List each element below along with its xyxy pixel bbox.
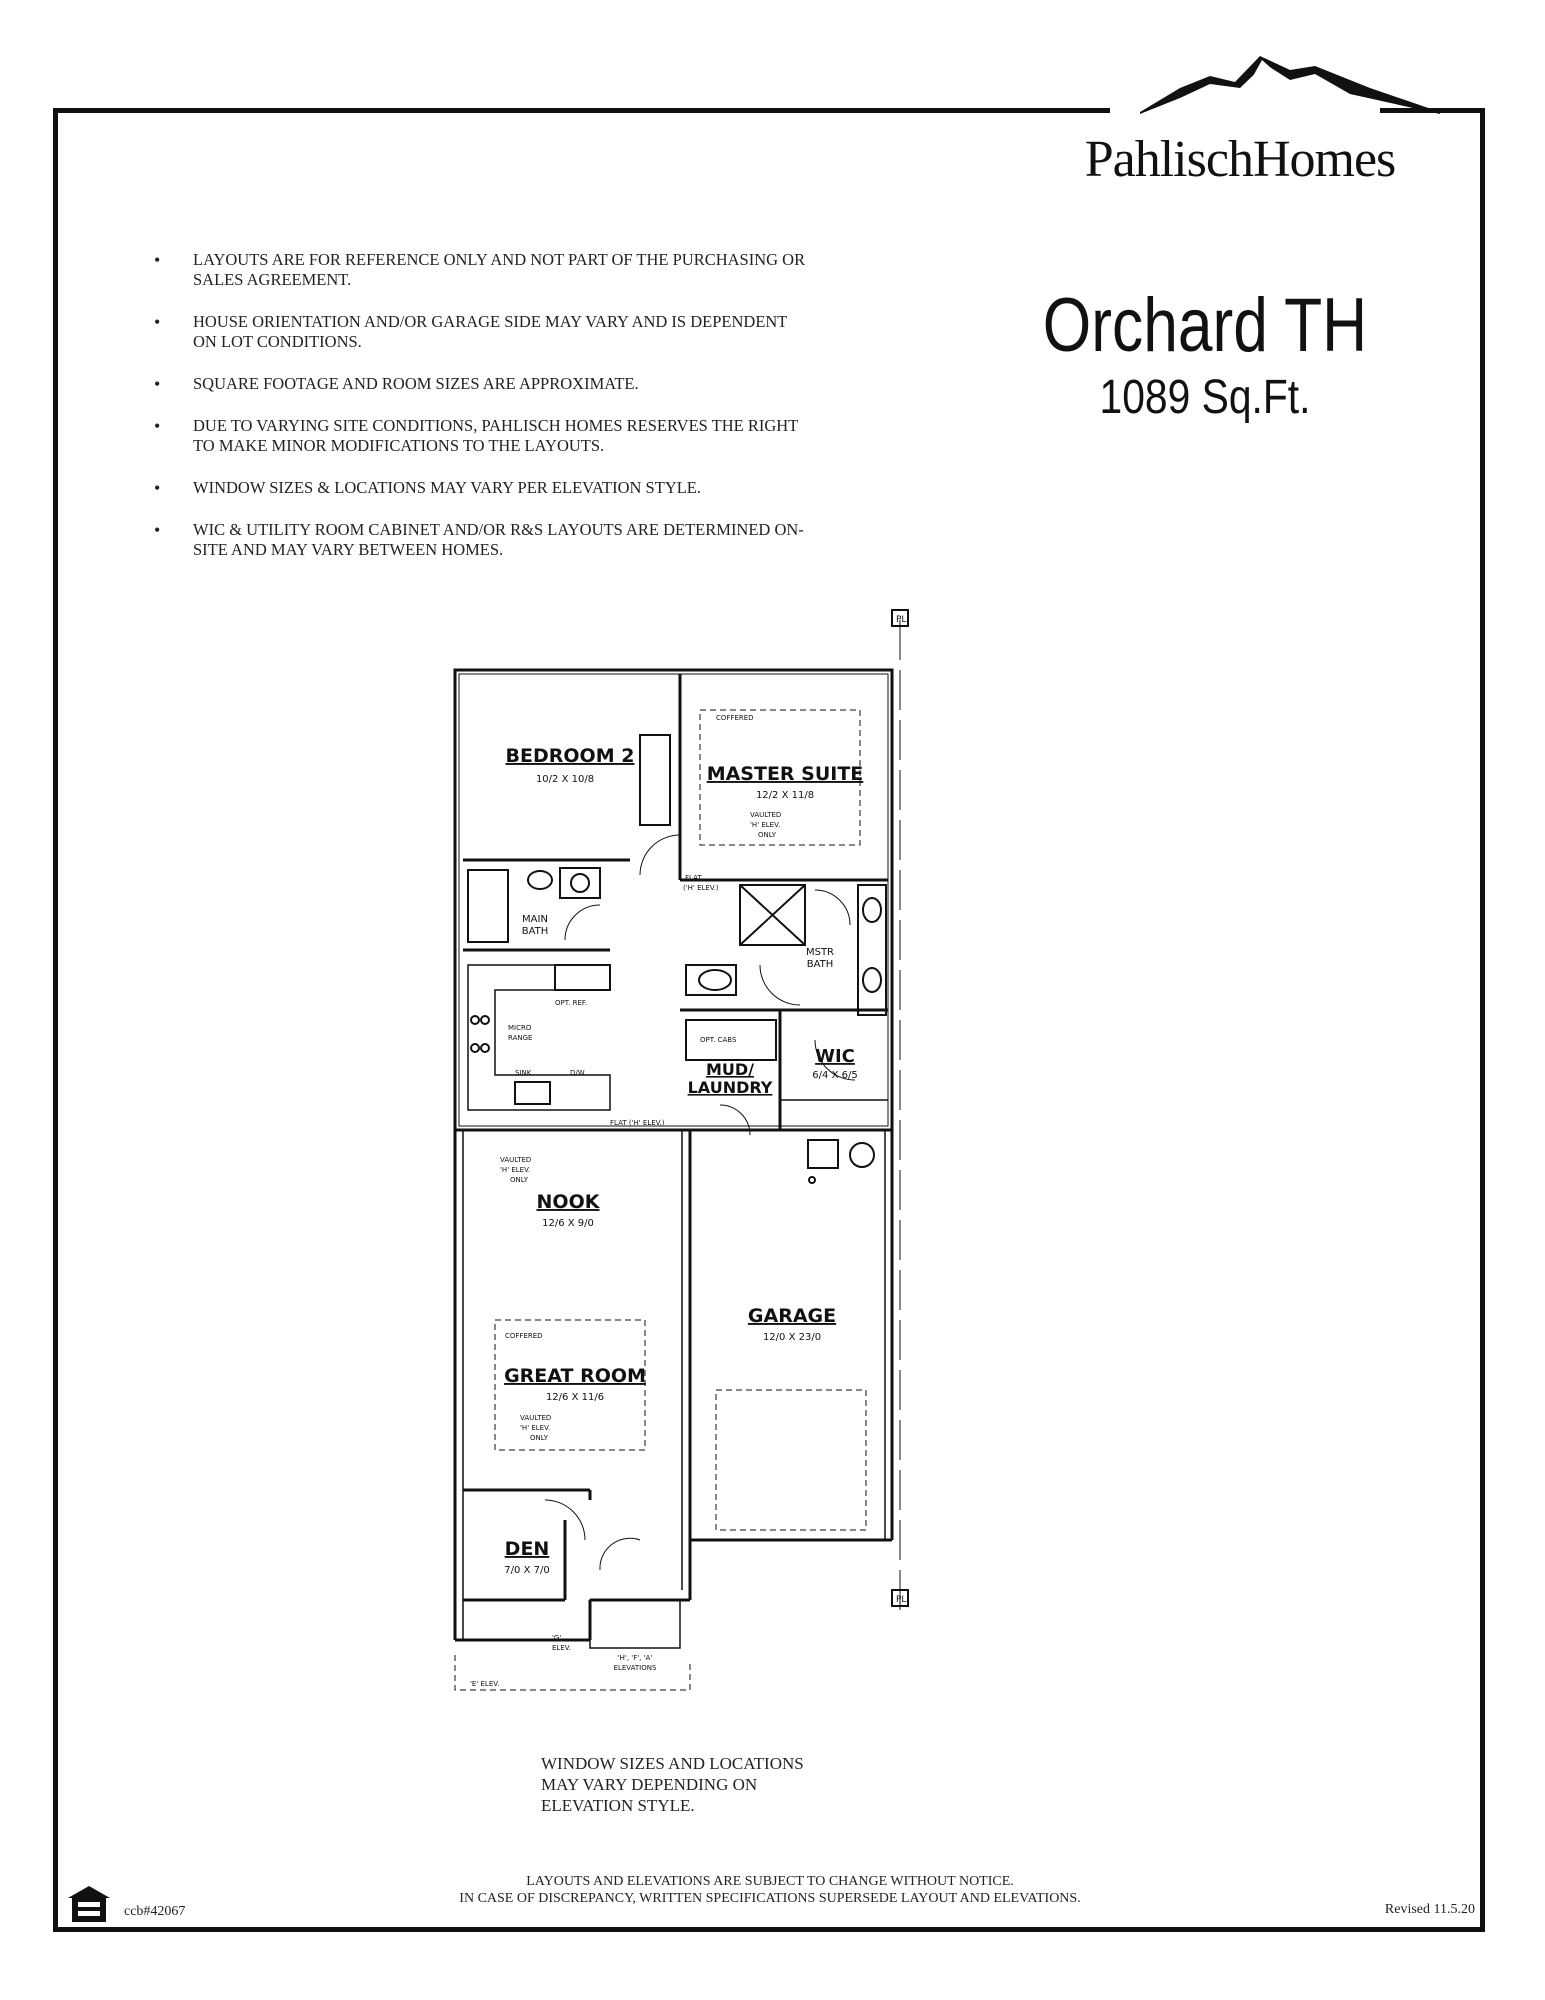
flat-ceiling-note: ('H' ELEV.) [683, 884, 719, 892]
range-label: MICRO [508, 1024, 532, 1032]
footer-disclaimer [340, 1873, 1200, 1907]
note-item: • SQUARE FOOTAGE AND ROOM SIZES ARE APPROXIMATE. [148, 374, 813, 394]
elevation-note: 'G' [552, 1634, 562, 1642]
main-bath-label: MAIN [522, 914, 548, 925]
opt-cabs-label: OPT. CABS [700, 1036, 737, 1044]
ccb-number: ccb#42067 [124, 1904, 186, 1919]
floor-plan [440, 600, 920, 1700]
great-room-coffered-note: COFFERED [505, 1332, 543, 1340]
master-suite-label: MASTER SUITE [706, 763, 864, 785]
mud-laundry-label: MUD/ [705, 1060, 755, 1079]
note-item: • WINDOW SIZES & LOCATIONS MAY VARY PER ELEVATION STYLE. [148, 478, 813, 498]
master-suite-size: 12/2 X 11/8 [755, 790, 815, 801]
great-room-size: 12/6 X 11/6 [545, 1392, 605, 1403]
nook-size: 12/6 X 9/0 [542, 1218, 594, 1229]
dishwasher-label: D/W [570, 1069, 585, 1077]
note-item: • LAYOUTS ARE FOR REFERENCE ONLY AND NOT PART OF THE PURCHASING OR SALES AGREEMENT. [148, 250, 813, 290]
window-note-line: WINDOW SIZES AND LOCATIONS [541, 1754, 804, 1773]
great-room-label: GREAT ROOM [504, 1365, 646, 1387]
window-note-line: MAY VARY DEPENDING ON [541, 1775, 758, 1794]
nook-vaulted-note: ONLY [510, 1176, 528, 1184]
great-room-vaulted-note: 'H' ELEV. [520, 1424, 551, 1432]
garage-label: GARAGE [747, 1305, 837, 1327]
note-item: • WIC & UTILITY ROOM CABINET AND/OR R&S LAYOUTS ARE DETERMINED ON-SITE AND MAY VARY BETWEEN HOMES. [148, 520, 813, 560]
brand-logo: PahlischHomes [1084, 131, 1396, 188]
equal-housing-icon [66, 1884, 112, 1924]
plan-title: Orchard TH [1042, 283, 1368, 368]
flat-ceiling-note: FLAT ('H' ELEV.) [610, 1119, 665, 1127]
property-line-marker: PL [896, 615, 907, 625]
elevation-note: ELEV. [552, 1644, 571, 1652]
mud-laundry-label: LAUNDRY [687, 1078, 773, 1097]
footer-line: IN CASE OF DISCREPANCY, WRITTEN SPECIFICATIONS SUPERSEDE LAYOUT AND ELEVATIONS. [459, 1891, 1081, 1906]
nook-label: NOOK [536, 1191, 600, 1213]
window-note-line: ELEVATION STYLE. [541, 1796, 695, 1815]
footer-line: LAYOUTS AND ELEVATIONS ARE SUBJECT TO CHANGE WITHOUT NOTICE. [526, 1874, 1014, 1889]
great-room-vaulted-note: VAULTED [520, 1414, 552, 1422]
revision-date: Revised 11.5.20 [1384, 1902, 1475, 1917]
master-bath-label: MSTR [805, 947, 835, 958]
bedroom2-size: 10/2 X 10/8 [535, 774, 595, 785]
opt-ref-label: OPT. REF. [555, 999, 588, 1007]
note-item: • DUE TO VARYING SITE CONDITIONS, PAHLISCH HOMES RESERVES THE RIGHT TO MAKE MINOR MODIFICATIONS TO THE LAYOUTS. [148, 416, 813, 456]
wic-size: 6/4 X 6/5 [812, 1070, 858, 1081]
elevation-note: 'E' ELEV. [470, 1680, 500, 1688]
nook-vaulted-note: VAULTED [500, 1156, 532, 1164]
master-vaulted-note: ONLY [758, 831, 776, 839]
garage-size: 12/0 X 23/0 [762, 1332, 822, 1343]
nook-vaulted-note: 'H' ELEV. [500, 1166, 531, 1174]
note-item: • HOUSE ORIENTATION AND/OR GARAGE SIDE MAY VARY AND IS DEPENDENT ON LOT CONDITIONS. [148, 312, 813, 352]
disclaimer-notes [148, 250, 848, 582]
window-note [541, 1753, 881, 1816]
flat-ceiling-note: FLAT [685, 874, 702, 882]
master-vaulted-note: VAULTED [750, 811, 782, 819]
master-bath-label: BATH [806, 959, 834, 970]
plan-square-footage: 1089 Sq.Ft. [1099, 371, 1311, 424]
elevation-note: ELEVATIONS [613, 1664, 657, 1672]
mountain-logo-icon [1140, 54, 1440, 114]
master-vaulted-note: 'H' ELEV. [750, 821, 781, 829]
property-line-marker: PL [896, 1595, 907, 1605]
wic-label: WIC [815, 1046, 855, 1067]
great-room-vaulted-note: ONLY [530, 1434, 548, 1442]
range-label: RANGE [508, 1034, 533, 1042]
sink-label: SINK [515, 1069, 532, 1077]
elevation-note: 'H', 'F', 'A' [617, 1654, 653, 1662]
main-bath-label: BATH [521, 926, 549, 937]
master-coffered-note: COFFERED [716, 714, 754, 722]
bedroom2-label: BEDROOM 2 [505, 745, 635, 767]
den-size: 7/0 X 7/0 [504, 1565, 550, 1576]
den-label: DEN [504, 1538, 550, 1560]
